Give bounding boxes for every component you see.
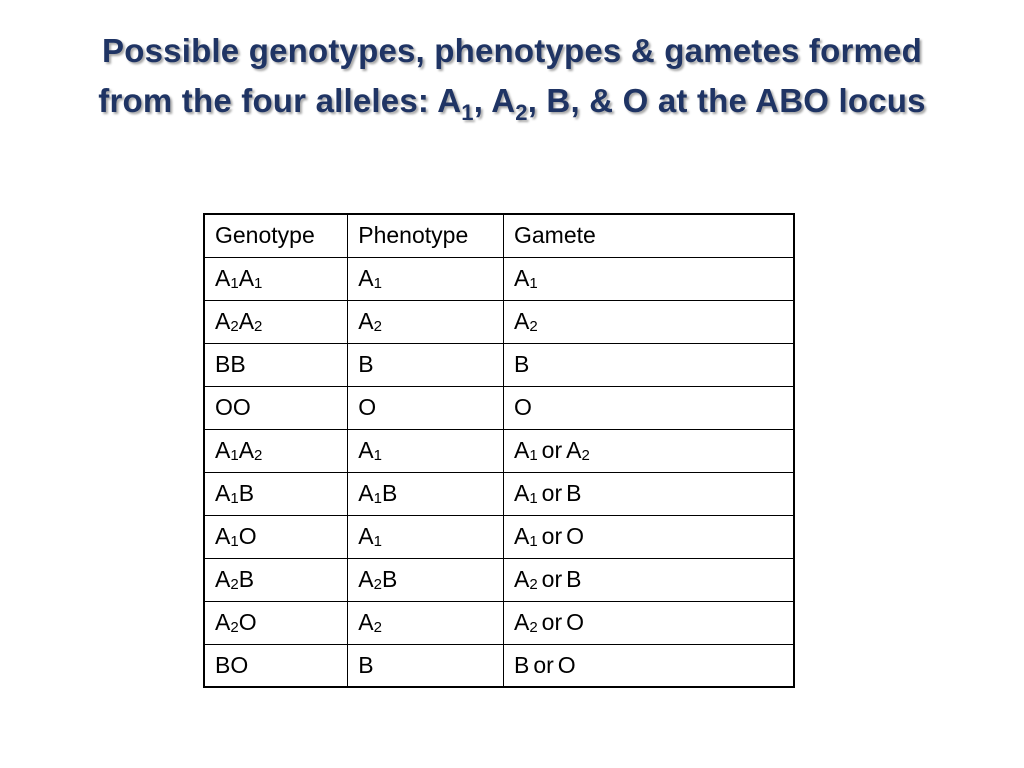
- cell-phenotype: [348, 300, 504, 343]
- allele-text: A: [215, 437, 231, 463]
- connector-word: or: [541, 566, 563, 592]
- header-phenotype: Phenotype: [348, 214, 504, 257]
- cell-gamete: [503, 472, 794, 515]
- title-line-2-prefix: from the four alleles: A: [98, 82, 462, 119]
- subscript: 2: [254, 318, 263, 335]
- allele-text: A: [215, 308, 231, 334]
- allele-text: O: [566, 609, 585, 635]
- allele-text: A: [238, 308, 255, 334]
- cell-phenotype: [348, 386, 504, 429]
- subscript: 2: [373, 576, 382, 593]
- allele-text: A: [358, 609, 374, 635]
- subscript: 1: [529, 533, 538, 550]
- allele-text: BO: [215, 651, 249, 678]
- allele-text: B: [358, 351, 374, 377]
- allele-text: A: [215, 523, 231, 549]
- allele-text: BB: [215, 351, 246, 377]
- title-line-2-suffix: , B, & O at the ABO locus: [527, 82, 926, 119]
- subscript: 1: [373, 447, 382, 464]
- subscript: 1: [529, 490, 538, 507]
- cell-genotype: [204, 644, 348, 687]
- cell-gamete: [503, 343, 794, 386]
- cell-genotype: [204, 429, 348, 472]
- allele-text: O: [358, 394, 377, 420]
- allele-text: B: [513, 651, 530, 678]
- cell-phenotype: [348, 343, 504, 386]
- cell-genotype: [204, 472, 348, 515]
- table-row: [204, 257, 794, 300]
- allele-text: B: [238, 566, 255, 592]
- subscript: 2: [373, 318, 382, 335]
- cell-genotype: [204, 257, 348, 300]
- table-row: [204, 558, 794, 601]
- cell-gamete: [503, 601, 794, 644]
- title-line-1: Possible genotypes, phenotypes & gametes formed: [102, 32, 922, 69]
- table-row: [204, 300, 794, 343]
- slide-title: [40, 26, 984, 130]
- connector-word: or: [541, 523, 563, 549]
- allele-text: A: [358, 566, 374, 592]
- subscript: 1: [529, 275, 538, 292]
- cell-gamete: [503, 644, 794, 687]
- subscript: 1: [373, 490, 382, 507]
- subscript: 2: [230, 619, 239, 636]
- connector-word: or: [541, 609, 563, 635]
- subscript: 1: [529, 447, 538, 464]
- allele-text: A: [513, 265, 530, 291]
- table-row: [204, 515, 794, 558]
- allele-text: A: [358, 308, 374, 334]
- subscript: 1: [230, 447, 239, 464]
- allele-text: B: [381, 480, 398, 506]
- cell-gamete: [503, 300, 794, 343]
- allele-text: O: [557, 651, 576, 678]
- genotype-table: [203, 213, 795, 688]
- allele-text: B: [513, 351, 530, 377]
- allele-text: O: [238, 609, 257, 635]
- allele-text: A: [215, 609, 231, 635]
- table-row: [204, 644, 794, 687]
- allele-text: A: [215, 480, 231, 506]
- allele-text: B: [381, 566, 398, 592]
- allele-text: A: [238, 265, 255, 291]
- allele-text: O: [238, 523, 257, 549]
- allele-text: A: [566, 437, 582, 463]
- subscript: 1: [230, 533, 239, 550]
- cell-genotype: [204, 601, 348, 644]
- cell-gamete: [503, 386, 794, 429]
- cell-phenotype: [348, 257, 504, 300]
- subscript: 1: [254, 275, 263, 292]
- connector-word: or: [541, 437, 563, 463]
- allele-text: O: [566, 523, 585, 549]
- subscript: 2: [254, 447, 263, 464]
- subscript: 1: [373, 533, 382, 550]
- allele-text: A: [513, 480, 530, 506]
- subscript: 2: [529, 318, 538, 335]
- subscript: 2: [373, 619, 382, 636]
- connector-word: or: [533, 651, 554, 678]
- header-gamete: Gamete: [503, 214, 794, 257]
- cell-phenotype: [348, 515, 504, 558]
- allele-text: A: [358, 523, 374, 549]
- cell-genotype: [204, 343, 348, 386]
- allele-text: A: [513, 609, 530, 635]
- subscript: 2: [230, 576, 239, 593]
- title-line-2-mid: , A: [473, 82, 516, 119]
- cell-phenotype: [348, 429, 504, 472]
- subscript: 2: [581, 447, 590, 464]
- connector-word: or: [541, 480, 563, 506]
- cell-gamete: [503, 257, 794, 300]
- allele-text: B: [238, 480, 255, 506]
- allele-text: B: [566, 480, 582, 506]
- cell-phenotype: [348, 644, 504, 687]
- cell-genotype: [204, 386, 348, 429]
- cell-genotype: [204, 300, 348, 343]
- allele-text: A: [238, 437, 255, 463]
- cell-genotype: [204, 558, 348, 601]
- cell-gamete: [503, 558, 794, 601]
- allele-text: OO: [215, 394, 251, 420]
- subscript: 1: [230, 275, 239, 292]
- allele-text: A: [513, 308, 530, 334]
- header-genotype: Genotype: [204, 214, 348, 257]
- cell-phenotype: [348, 601, 504, 644]
- table-row: [204, 343, 794, 386]
- cell-phenotype: [348, 558, 504, 601]
- title-subscript-1: 1: [461, 100, 474, 125]
- table-row: [204, 386, 794, 429]
- cell-gamete: [503, 515, 794, 558]
- subscript: 1: [373, 275, 382, 292]
- table-row: [204, 472, 794, 515]
- table-header-row: [204, 214, 794, 257]
- title-line-2: [40, 76, 984, 130]
- allele-text: A: [513, 566, 530, 592]
- allele-text: A: [215, 566, 231, 592]
- allele-text: A: [513, 523, 530, 549]
- subscript: 2: [529, 576, 538, 593]
- allele-text: A: [215, 265, 231, 291]
- allele-text: B: [566, 566, 582, 592]
- cell-gamete: [503, 429, 794, 472]
- allele-text: A: [513, 437, 530, 463]
- allele-text: A: [358, 480, 374, 506]
- allele-text: A: [358, 265, 374, 291]
- table-row: [204, 601, 794, 644]
- allele-text: B: [358, 651, 374, 678]
- genotype-table-body: [204, 214, 794, 687]
- cell-genotype: [204, 515, 348, 558]
- allele-text: O: [513, 394, 532, 420]
- subscript: 1: [230, 490, 239, 507]
- cell-phenotype: [348, 472, 504, 515]
- table-row: [204, 429, 794, 472]
- allele-text: A: [358, 437, 374, 463]
- title-subscript-2: 2: [515, 100, 528, 125]
- subscript: 2: [529, 619, 538, 636]
- subscript: 2: [230, 318, 239, 335]
